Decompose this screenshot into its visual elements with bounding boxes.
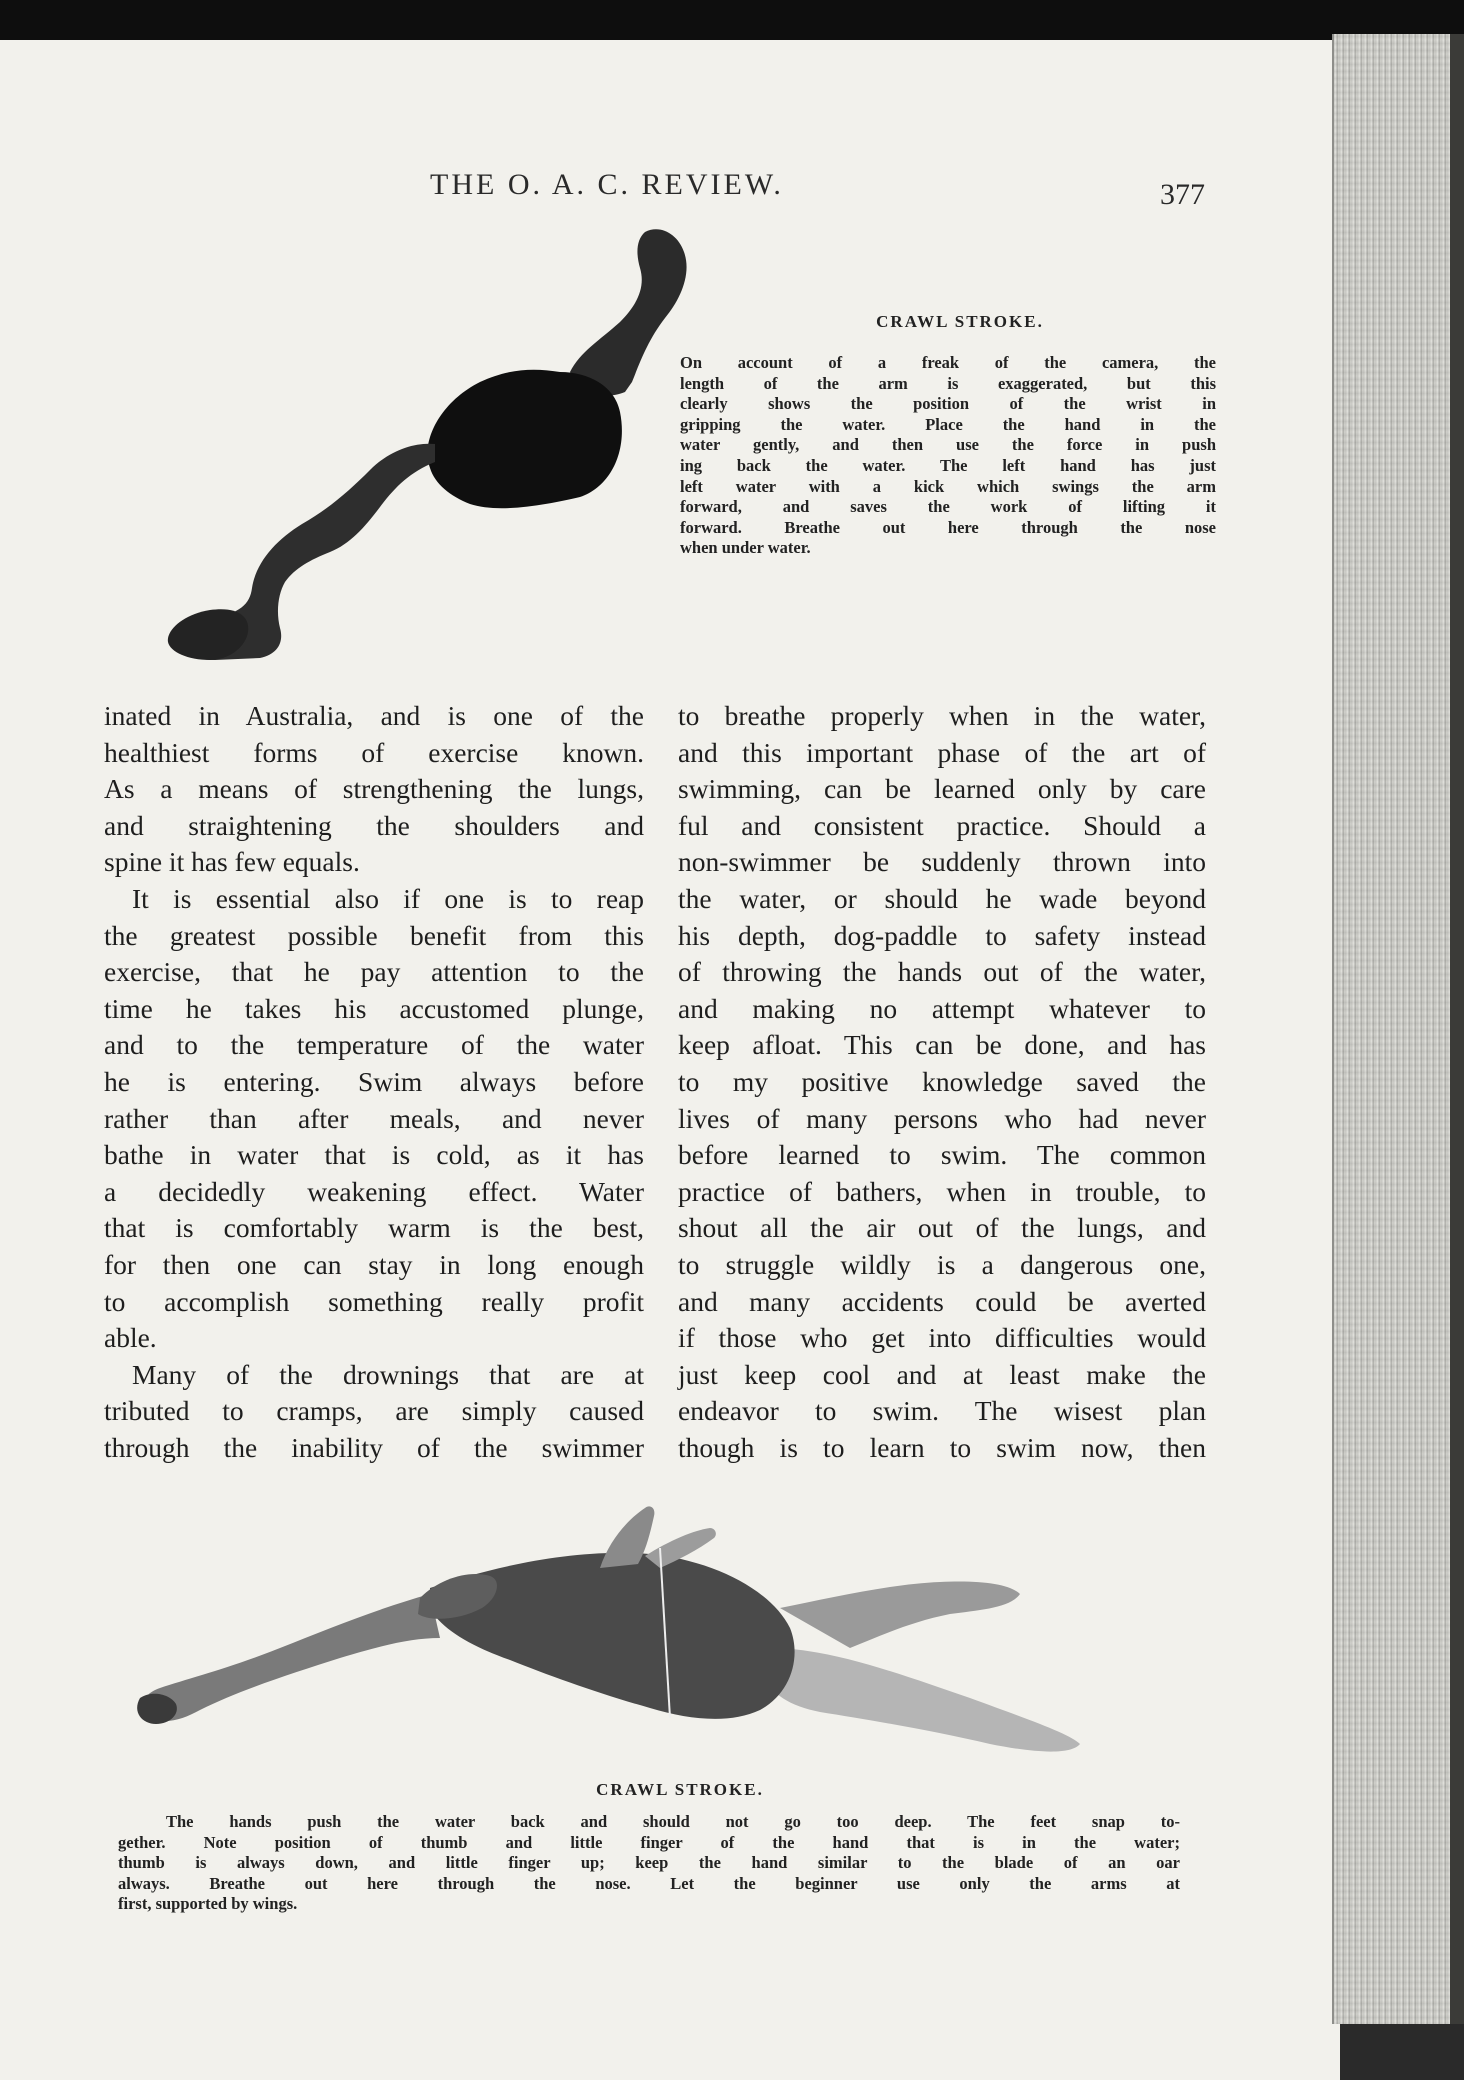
text-line: to my positive knowledge saved the <box>678 1065 1206 1097</box>
book-cover-edge <box>1450 34 1464 2024</box>
text-line: for then one can stay in long enough <box>104 1248 644 1280</box>
text-line: exercise, that he pay attention to the <box>104 956 644 988</box>
caption-line: thumb is always down, and little finger up; keep the hand similar to the blade of an oar <box>118 1853 1180 1873</box>
text-line: bathe in water that is cold, as it has <box>104 1139 644 1171</box>
text-line: and straightening the shoulders and <box>104 809 644 841</box>
text-line: It is essential also if one is to reap <box>132 882 644 914</box>
text-line: lives of many persons who had never <box>678 1102 1206 1134</box>
bottom-swimmer-photo <box>130 1498 1180 1768</box>
text-line: and this important phase of the art of <box>678 736 1206 768</box>
text-line: endeavor to swim. The wisest plan <box>678 1395 1206 1427</box>
book-page-edges <box>1332 34 1452 2024</box>
text-line: the greatest possible benefit from this <box>104 919 644 951</box>
text-line: though is to learn to swim now, then <box>678 1431 1206 1463</box>
text-line: that is comfortably warm is the best, <box>104 1212 644 1244</box>
caption-line: gripping the water. Place the hand in the <box>680 414 1216 434</box>
text-line: healthiest forms of exercise known. <box>104 736 644 768</box>
text-line: inated in Australia, and is one of the <box>104 700 644 731</box>
text-line: his depth, dog-paddle to safety instead <box>678 919 1206 951</box>
caption-line: when under water. <box>680 538 811 558</box>
bottom-caption-body <box>118 1812 1180 1915</box>
text-line: practice of bathers, when in trouble, to <box>678 1175 1206 1207</box>
body-column-right <box>678 698 1206 1466</box>
text-line: time he takes his accustomed plunge, <box>104 992 644 1024</box>
text-line: to struggle wildly is a dangerous one, <box>678 1248 1206 1280</box>
text-line: and making no attempt whatever to <box>678 992 1206 1024</box>
top-caption-title: CRAWL STROKE. <box>876 312 1044 331</box>
text-line: As a means of strengthening the lungs, <box>104 773 644 805</box>
caption-line: forward, and saves the work of lifting it <box>680 497 1216 517</box>
text-line: through the inability of the swimmer <box>104 1431 644 1463</box>
caption-line: forward. Breathe out here through the nose <box>680 517 1216 537</box>
text-line: Many of the drownings that are at <box>132 1358 644 1390</box>
text-line: and to the temperature of the water <box>104 1029 644 1061</box>
text-line: to breathe properly when in the water, <box>678 700 1206 731</box>
caption-line: The hands push the water back and should not go too deep. The feet snap to- <box>166 1812 1180 1831</box>
text-line: keep afloat. This can be done, and has <box>678 1029 1206 1061</box>
text-line: non-swimmer be suddenly thrown into <box>678 846 1206 878</box>
body-column-left <box>104 698 644 1466</box>
text-line: shout all the air out of the lungs, and <box>678 1212 1206 1244</box>
text-line: the water, or should he wade beyond <box>678 882 1206 914</box>
caption-line: water gently, and then use the force in push <box>680 435 1216 455</box>
text-line: just keep cool and at least make the <box>678 1358 1206 1390</box>
caption-line: gether. Note position of thumb and little finger of the hand that is in the water; <box>118 1832 1180 1852</box>
caption-line: On account of a freak of the camera, the <box>680 353 1216 372</box>
text-line: of throwing the hands out of the water, <box>678 956 1206 988</box>
text-line: if those who get into difficulties would <box>678 1322 1206 1354</box>
text-line: and many accidents could be averted <box>678 1285 1206 1317</box>
running-header: THE O. A. C. REVIEW. <box>430 168 784 201</box>
caption-line: always. Breathe out here through the nose. Let the beginner use only the arms at <box>118 1873 1180 1893</box>
text-line: able. <box>104 1322 157 1354</box>
text-line: he is entering. Swim always before <box>104 1065 644 1097</box>
text-line: a decidedly weakening effect. Water <box>104 1175 644 1207</box>
top-swimmer-photo <box>80 222 700 662</box>
text-line: tributed to cramps, are simply caused <box>104 1395 644 1427</box>
caption-line: clearly shows the position of the wrist in <box>680 394 1216 414</box>
page-number: 377 <box>1160 178 1205 211</box>
caption-line: first, supported by wings. <box>118 1894 298 1914</box>
caption-line: left water with a kick which swings the arm <box>680 476 1216 496</box>
text-line: to accomplish something really profit <box>104 1285 644 1317</box>
caption-line: length of the arm is exaggerated, but this <box>680 373 1216 393</box>
bottom-caption-title: CRAWL STROKE. <box>596 1780 764 1799</box>
text-line: spine it has few equals. <box>104 846 360 878</box>
top-caption-body <box>680 353 1216 559</box>
book-top-shadow <box>0 0 1464 40</box>
text-line: rather than after meals, and never <box>104 1102 644 1134</box>
text-line: swimming, can be learned only by care <box>678 773 1206 805</box>
text-line: ful and consistent practice. Should a <box>678 809 1206 841</box>
caption-line: ing back the water. The left hand has just <box>680 455 1216 475</box>
text-line: before learned to swim. The common <box>678 1139 1206 1171</box>
